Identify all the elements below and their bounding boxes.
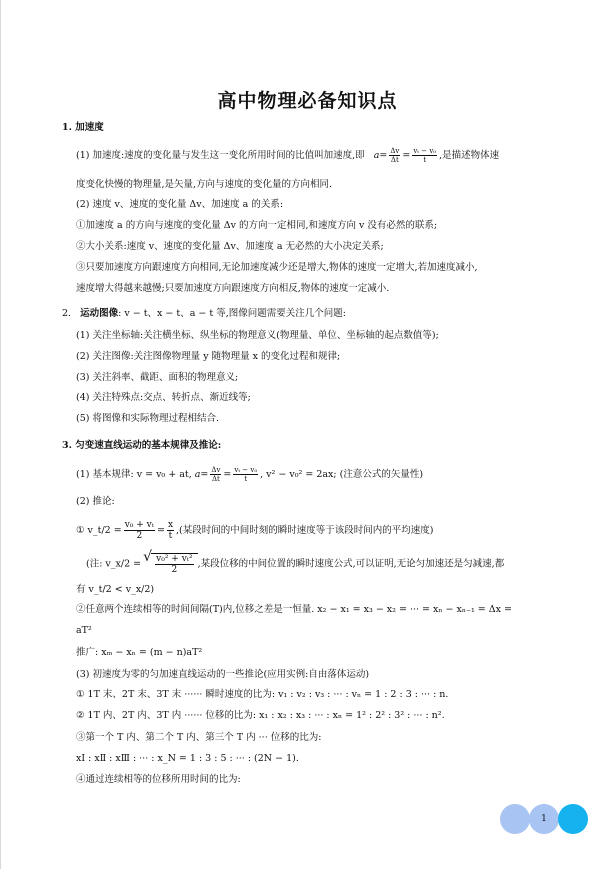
s3-frac-vt-v0	[233, 466, 258, 483]
s3-frac-dv-dt	[210, 466, 221, 483]
section-1-heading: 1. 加速度	[62, 122, 104, 133]
s3-basic-lhs: a=	[194, 469, 209, 480]
s3-ratio-2: ② 1T 内、2T 内、3T 内 ······ 位移的比为: x₁ : x₂ : x₃ : ··· : xₙ = 1² : 2² : 3² : ··· : n².	[76, 710, 445, 721]
s3-basic-law	[76, 466, 423, 483]
s3-i2-frac	[155, 554, 193, 575]
s3-i1-frac2-num: x	[167, 520, 174, 530]
page-number-badge	[500, 804, 590, 834]
s3-frac1-num: Δv	[211, 466, 221, 474]
s3-i1-frac1-den: 2	[136, 531, 143, 541]
page-title: 高中物理必备知识点	[217, 90, 398, 112]
s1-frac-vt-v0	[412, 147, 437, 164]
section-3-heading: 3. 匀变速直线运动的基本规律及推论:	[62, 440, 222, 451]
s1-paragraph-1-cont: 度变化快慢的物理量,是矢量,方向与速度的变化量的方向相同.	[76, 179, 333, 190]
s2-heading-rest: : v − t、x − t、a − t 等,图像问题需要关注几个问题:	[118, 308, 346, 319]
s3-i1-frac2-den: t	[168, 531, 173, 541]
s2-item-3: (3) 关注斜率、截距、面积的物理意义;	[76, 372, 239, 383]
s1-frac2-num: vₜ − v₀	[413, 147, 437, 155]
badge-circle-right	[558, 804, 588, 834]
s3-i1-frac2	[167, 520, 174, 541]
s3-frac2-num: vₜ − v₀	[234, 466, 258, 474]
s3-basic-eq: =	[223, 469, 232, 480]
s3-i1-frac1	[124, 520, 155, 541]
s1-frac1-den: Δt	[390, 156, 399, 164]
s3-i2-frac-num: √ v₀² + vₜ²	[156, 554, 193, 564]
section-2-heading	[62, 307, 346, 320]
badge-circle-left	[500, 804, 530, 834]
s3-inference-1	[76, 520, 433, 541]
s1-item-3: ③只要加速度方向跟速度方向相同,无论加速度减少还是增大,物体的速度一定增大,若加速度减小,	[76, 262, 478, 273]
s3-i2-lhs: (注: v_x/2 =	[86, 558, 142, 570]
s1-frac1-num: Δv	[390, 147, 400, 155]
s3-i2-frac-den: 2	[171, 565, 178, 575]
s1-item-1: ①加速度 a 的方向与速度的变化量 Δv 的方向一定相同,和速度方向 v 没有必然的联系;	[76, 220, 438, 231]
s1-frac-dv-dt	[389, 147, 400, 164]
s2-item-2: (2) 关注图像:关注图像物理量 y 随物理量 x 的变化过程和规律;	[76, 351, 341, 362]
s3-ratio-3-values: xⅠ : xⅡ : xⅢ : ··· : x_N = 1 : 3 : 5 : ··· : (2N − 1).	[76, 753, 299, 764]
s3-inference-2	[86, 553, 504, 575]
s3-ratio-4: ④通过连续相等的位移所用时间的比为:	[76, 774, 241, 785]
s2-item-1: (1) 关注坐标轴:关注横坐标、纵坐标的物理意义(物理量、单位、坐标轴的起点数值等);	[76, 330, 439, 341]
page-number: 1	[541, 814, 547, 824]
s3-inference-heading: (2) 推论:	[76, 496, 115, 507]
s3-i2-rest: ,某段位移的中间位置的瞬时速度公式,可以证明,无论匀加速还是匀减速,都	[197, 558, 505, 570]
s1-p1-text: (1) 加速度:速度的变化量与发生这一变化所用时间的比值叫加速度,即	[76, 150, 365, 161]
s1-formula-lhs: a=	[373, 150, 388, 161]
s1-formula-eq: =	[402, 150, 411, 161]
s3-i1-rest: ,(某段时间的中间时刻的瞬时速度等于该段时间内的平均速度)	[176, 525, 434, 536]
s1-paragraph-1	[76, 147, 499, 164]
s3-i2-sqrt	[151, 553, 197, 575]
s2-item-5: (5) 将图像和实际物理过程相结合.	[76, 413, 219, 424]
s1-p1-tail: ,是描述物体速	[439, 150, 500, 161]
s3-frac2-den: t	[244, 475, 248, 483]
s3-inference-3-cont: aT²	[76, 625, 92, 636]
s1-paragraph-2: (2) 速度 v、速度的变化量 Δv、加速度 a 的关系:	[76, 199, 284, 210]
s3-basic-text: (1) 基本规律: v = v₀ + at,	[76, 469, 195, 480]
s1-item-3-cont: 速度增大得越来越慢;只要加速度方向跟速度方向相反,物体的速度一定减小.	[76, 283, 390, 294]
s2-heading-number: 2.	[62, 308, 72, 319]
s3-i1-eq: =	[156, 525, 165, 536]
s3-ratio-3: ③第一个 T 内、第二个 T 内、第三个 T 内 ··· 位移的比为:	[76, 732, 322, 743]
s2-heading-bold: 运动图像	[80, 308, 119, 319]
s3-frac1-den: Δt	[211, 475, 220, 483]
s1-item-2: ②大小关系:速度 v、速度的变化量 Δv、加速度 a 无必然的大小决定关系;	[76, 241, 384, 252]
s3-i1-frac1-num: v₀ + vₜ	[124, 520, 154, 530]
s3-generalization: 推广: xₘ − xₙ = (m − n)aT²	[76, 647, 203, 658]
s1-frac2-den: t	[423, 156, 427, 164]
s3-inference-2-cont: 有 v_t/2 < v_x/2)	[76, 584, 155, 595]
s2-item-4: (4) 关注特殊点:交点、转折点、渐近线等;	[76, 392, 251, 403]
s3-inference-3: ②任意两个连续相等的时间间隔(T)内,位移之差是一恒量. x₂ − x₁ = x₃ − x₂ = ··· = xₙ − xₙ₋₁ = Δx =	[76, 604, 512, 615]
s3-basic-tail: , v² − v₀² = 2ax; (注意公式的矢量性)	[260, 469, 424, 480]
s3-i1-lhs: ① v_t/2 =	[76, 525, 122, 536]
page-left-border	[0, 0, 1, 869]
s3-paragraph-3: (3) 初速度为零的匀加速直线运动的一些推论(应用实例:自由落体运动)	[76, 669, 370, 680]
s3-ratio-1: ① 1T 末、2T 末、3T 末 ······ 瞬时速度的比为: v₁ : v₂ : v₃ : ··· : vₙ = 1 : 2 : 3 : ··· : n.	[76, 689, 449, 700]
